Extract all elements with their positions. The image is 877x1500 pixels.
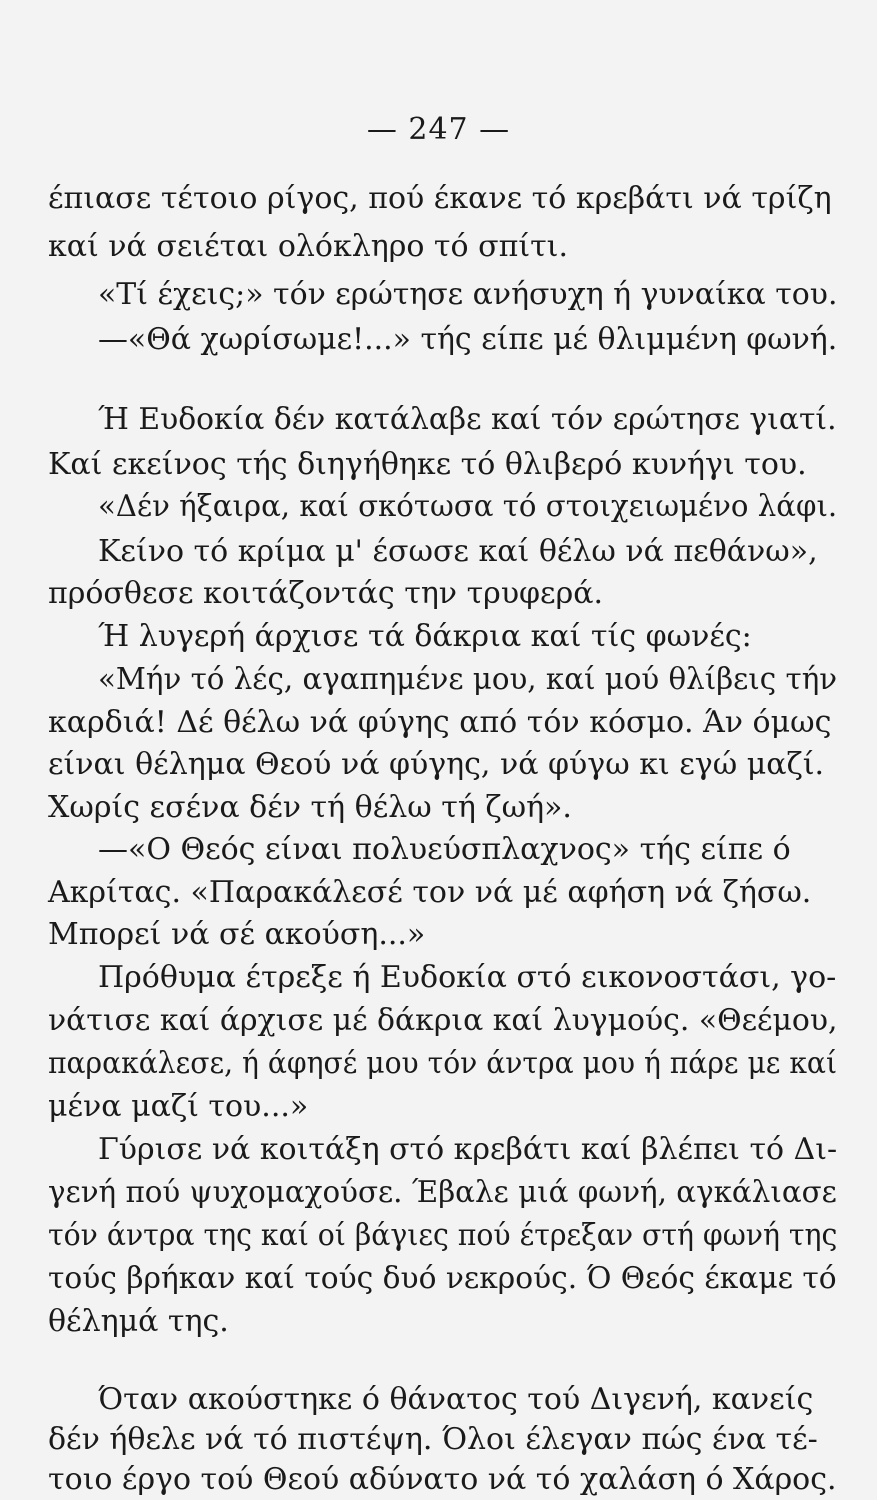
text-line: Ή Ευδοκία δέν κατάλαβε καί τόν ερώτησε γιατί.	[98, 402, 837, 437]
text-line: «Δέν ήξαιρα, καί σκότωσα τό στοιχειωμένο λάφι.	[98, 489, 838, 524]
text-line: «Τί έχεις;» τόν ερώτησε ανήσυχη ή γυναίκα του.	[98, 277, 838, 312]
text-line: νάτισε καί άρχισε μέ δάκρια καί λυγμούς. «Θεέμου,	[48, 1003, 838, 1038]
text-line: Πρόθυμα έτρεξε ή Ευδοκία στό εικονοστάσι, γο-	[98, 960, 837, 995]
text-line: Μπορεί νά σέ ακούση...»	[48, 917, 426, 952]
text-line: Ή λυγερή άρχισε τά δάκρια καί τίς φωνές:	[98, 619, 752, 654]
text-line: Καί εκείνος τής διηγήθηκε τό θλιβερό κυνήγι του.	[48, 447, 807, 482]
page-number: — 247 —	[366, 112, 511, 147]
text-line: θέλημά της.	[48, 1304, 229, 1339]
text-line: μένα μαζί του...»	[48, 1089, 309, 1124]
text-line: Κείνο τό κρίμα μ' έσωσε καί θέλω νά πεθάνω»,	[98, 534, 818, 569]
text-line: Γύρισε νά κοιτάξη στό κρεβάτι καί βλέπει τό Δι-	[98, 1132, 838, 1167]
text-line: τούς βρήκαν καί τούς δυό νεκρούς. Ό Θεός έκαμε τό	[48, 1261, 837, 1296]
text-line: καί νά σειέται ολόκληρο τό σπίτι.	[48, 229, 568, 264]
text-line: —«Θά χωρίσωμε!...» τής είπε μέ θλιμμένη φωνή.	[98, 322, 838, 357]
text-line: τοιο έργο τού Θεού αδύνατο νά τό χαλάση ό Χάρος.	[48, 1462, 837, 1497]
text-line: πρόσθεσε κοιτάζοντάς την τρυφερά.	[48, 576, 604, 611]
text-line: καρδιά! Δέ θέλω νά φύγης από τόν κόσμο. Άν όμως	[48, 705, 832, 740]
text-line: γενή πού ψυχομαχούσε. Έβαλε μιά φωνή, αγκάλιασε	[48, 1175, 837, 1210]
text-line: «Μήν τό λές, αγαπημένε μου, καί μού θλίβεις τήν	[98, 662, 838, 697]
text-line: τόν άντρα της καί οί βάγιες πού έτρεξαν στή φωνή της	[48, 1218, 838, 1253]
text-line: Χωρίς εσένα δέν τή θέλω τή ζωή».	[48, 790, 572, 825]
text-line: δέν ήθελε νά τό πιστέψη. Όλοι έλεγαν πώς ένα τέ-	[48, 1422, 818, 1457]
text-line: παρακάλεσε, ή άφησέ μου τόν άντρα μου ή πάρε με καί	[48, 1046, 838, 1081]
text-line: είναι θέλημα Θεού νά φύγης, νά φύγω κι εγώ μαζί.	[48, 747, 825, 782]
text-line: —«Ο Θεός είναι πολυεύσπλαχνος» τής είπε ό	[98, 832, 791, 867]
text-line: Όταν ακούστηκε ό θάνατος τού Διγενή, κανείς	[98, 1382, 814, 1417]
text-line: έπιασε τέτοιο ρίγος, πού έκανε τό κρεβάτι νά τρίζη	[48, 181, 832, 216]
text-line: Ακρίτας. «Παρακάλεσέ τον νά μέ αφήση νά ζήσω.	[48, 875, 812, 910]
